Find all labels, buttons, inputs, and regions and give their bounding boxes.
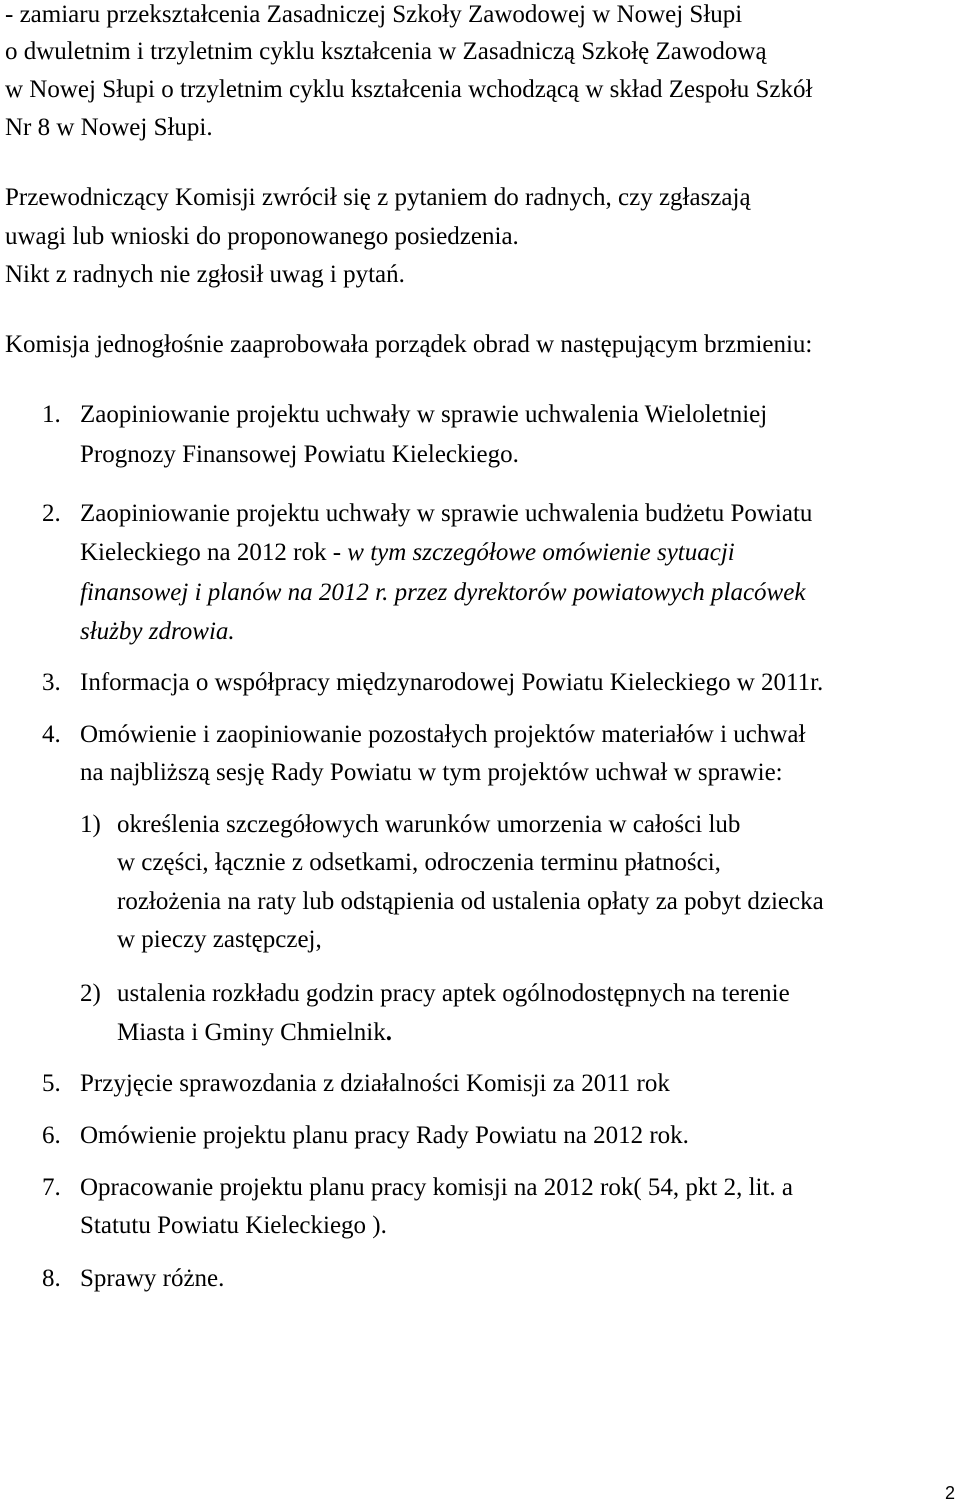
agenda-item-1-line-2: Prognozy Finansowej Powiatu Kieleckiego.: [80, 441, 519, 468]
agenda-item-4-sub-1-line-1: określenia szczegółowych warunków umorzenia w całości lub: [117, 811, 741, 838]
agenda-item-5-number: 5.: [42, 1070, 61, 1097]
page-number: 2: [944, 1483, 955, 1503]
agenda-item-4-line-2: na najbliższą sesję Rady Powiatu w tym projektów uchwał w sprawie:: [80, 759, 783, 786]
agenda-item-2-line-2-italic: w tym szczegółowe omówienie sytuacji: [347, 539, 735, 566]
agenda-item-2-line-4: służby zdrowia.: [80, 618, 235, 645]
chairman-line-3: Nikt z radnych nie zgłosił uwag i pytań.: [5, 261, 405, 288]
intro-line-4: Nr 8 w Nowej Słupi.: [5, 114, 213, 141]
agenda-item-8-text: Sprawy różne.: [80, 1265, 225, 1292]
agenda-item-6-text: Omówienie projektu planu pracy Rady Powiatu na 2012 rok.: [80, 1122, 689, 1149]
agenda-item-4-sub-2-line-2: [117, 1018, 392, 1048]
agenda-item-4-sub-2-line-2-text: Miasta i Gminy Chmielnik: [117, 1019, 386, 1046]
agenda-item-4-sub-1-line-3: rozłożenia na raty lub odstąpienia od ustalenia opłaty za pobyt dziecka: [117, 888, 824, 915]
agenda-item-7-number: 7.: [42, 1174, 61, 1201]
agenda-item-1-number: 1.: [42, 401, 61, 428]
agenda-item-7-line-2: Statutu Powiatu Kieleckiego ).: [80, 1212, 387, 1239]
agenda-item-2-line-2: [80, 538, 735, 568]
agenda-item-4-sub-1-line-4: w pieczy zastępczej,: [117, 926, 322, 953]
intro-line-3: w Nowej Słupi o trzyletnim cyklu kształcenia wchodzącą w skład Zespołu Szkół: [5, 76, 813, 103]
agenda-item-1-line-1: Zaopiniowanie projektu uchwały w sprawie uchwalenia Wieloletniej: [80, 401, 768, 428]
agenda-item-5-text: Przyjęcie sprawozdania z działalności Komisji za 2011 rok: [80, 1070, 670, 1097]
agenda-item-4-sub-1-number: 1): [80, 811, 101, 838]
agenda-item-2-line-1: Zaopiniowanie projektu uchwały w sprawie uchwalenia budżetu Powiatu: [80, 500, 813, 527]
agenda-item-2-line-3: finansowej i planów na 2012 r. przez dyrektorów powiatowych placówek: [80, 579, 806, 606]
approval-text: Komisja jednogłośnie zaaprobowała porządek obrad w następującym brzmieniu:: [5, 331, 813, 358]
agenda-item-3-text: Informacja o współpracy międzynarodowej Powiatu Kieleckiego w 2011r.: [80, 669, 824, 696]
agenda-item-6-number: 6.: [42, 1122, 61, 1149]
agenda-item-4-number: 4.: [42, 721, 61, 748]
agenda-item-4-line-1: Omówienie i zaopiniowanie pozostałych projektów materiałów i uchwał: [80, 721, 806, 748]
agenda-item-4-sub-2-line-1: ustalenia rozkładu godzin pracy aptek ogólnodostępnych na terenie: [117, 980, 790, 1007]
chairman-line-2: uwagi lub wnioski do proponowanego posiedzenia.: [5, 223, 519, 250]
agenda-item-3-number: 3.: [42, 669, 61, 696]
agenda-item-4-sub-1-line-2: w części, łącznie z odsetkami, odroczenia terminu płatności,: [117, 849, 721, 876]
intro-line-1: - zamiaru przekształcenia Zasadniczej Szkoły Zawodowej w Nowej Słupi: [5, 1, 743, 28]
intro-line-2: o dwuletnim i trzyletnim cyklu kształcenia w Zasadniczą Szkołę Zawodową: [5, 38, 767, 65]
agenda-item-4-sub-2-line-2-bold: .: [385, 1019, 392, 1046]
agenda-item-2-line-2-plain: Kieleckiego na 2012 rok -: [80, 539, 348, 566]
agenda-item-8-number: 8.: [42, 1265, 61, 1292]
chairman-line-1: Przewodniczący Komisji zwrócił się z pytaniem do radnych, czy zgłaszają: [5, 184, 751, 211]
agenda-item-7-line-1: Opracowanie projektu planu pracy komisji na 2012 rok( 54, pkt 2, lit. a: [80, 1174, 794, 1201]
agenda-item-4-sub-2-number: 2): [80, 980, 101, 1007]
agenda-item-2-number: 2.: [42, 500, 61, 527]
